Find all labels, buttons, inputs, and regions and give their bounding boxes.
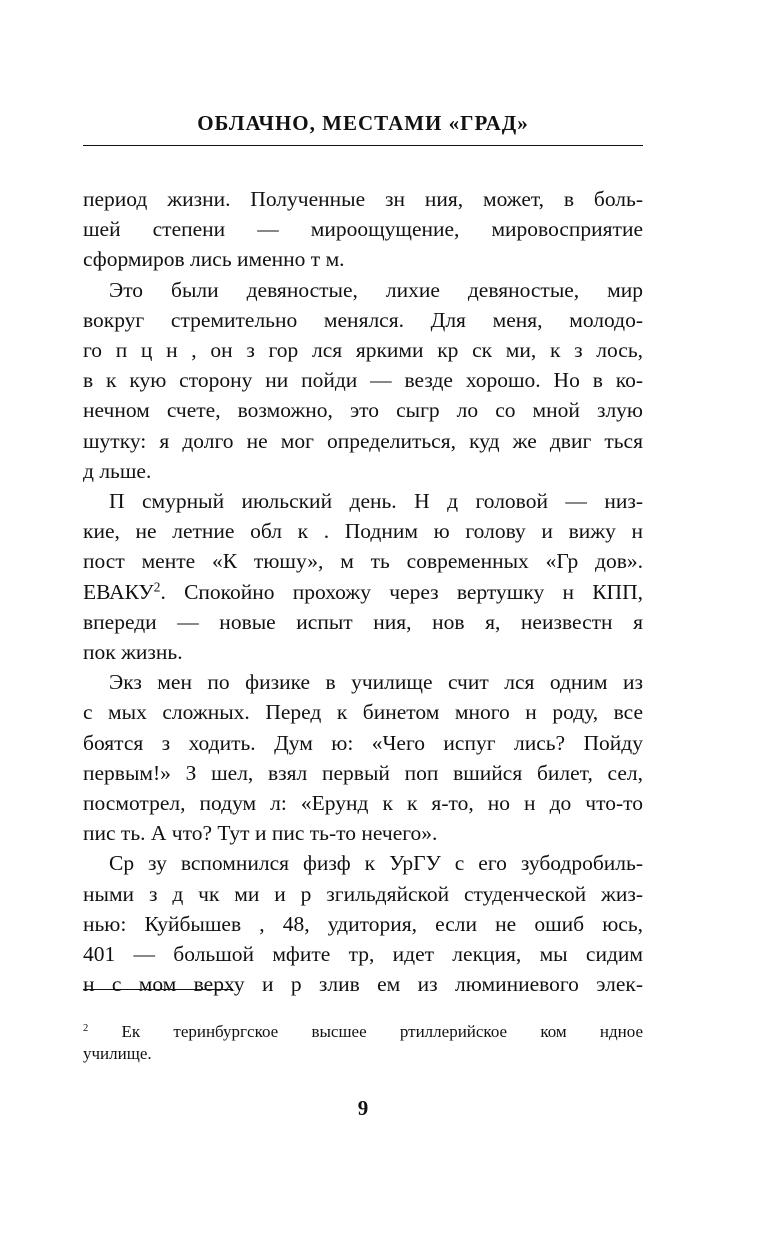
text-line: нечном счете, возможно, это сыгр ло со мной злую [83,398,643,423]
text-line: Ср зу вспомнился физф к УрГУ с его зубодробиль- [109,851,643,876]
footnote-text: Ек теринбургское высшее ртиллерийское ком ндное [88,1022,643,1041]
text-line: первым!» З шел, взял первый поп вшийся билет, сел, [83,760,643,785]
footnote-line [83,1021,643,1043]
text-line: П смурный июльский день. Н д головой — низ- [109,489,643,514]
text-line: период жизни. Полученные зн ния, может, в боль- [83,187,643,211]
text-line: сформиров лись именно т м. [83,247,345,272]
book-page [83,0,643,1240]
paragraph [83,667,643,848]
text-line: го п ц н , он з гор лся яркими кр ск ми, к з лось, [83,338,643,363]
header-rule [83,145,643,146]
text-line: шутку: я долго не мог определиться, куд же двиг ться [83,428,643,453]
text-line: 401 — большой мфите тр, идет лекция, мы сидим [83,942,643,967]
text-line: пок жизнь. [83,640,183,665]
text-line: д льше. [83,458,152,483]
footnote-mark: 2 [83,1023,89,1035]
text-line: впереди — новые испыт ния, нов я, неизвестн я [83,609,643,634]
paragraph [83,184,643,275]
running-head: ОБЛАЧНО, МЕСТАМИ «ГРАД» [197,111,529,135]
text-line: пост менте «К тюшу», м ть современных «Гр дов». [83,549,643,574]
text-fragment: . Спокойно прохожу через вертушку н КПП, [160,579,643,604]
page-number: 9 [357,1096,369,1120]
text-line: вокруг стремительно менялся. Для меня, молодо- [83,307,643,332]
text-line: Это были девяностые, лихие девяностые, мир [109,277,643,302]
text-line-with-footnote [83,577,643,607]
paragraph [83,275,643,486]
text-line: в к кую сторону ни пойди — везде хорошо. Но в ко- [83,368,643,393]
text-line: н с мом верху и р злив ем из люминиевого элек- [83,972,643,997]
text-line: пис ть. А что? Тут и пис ть-то нечего». [83,821,438,846]
body-text [83,184,643,999]
text-fragment: ЕВАКУ [83,579,154,604]
text-line: ными з д чк ми и р згильдяйской студенческой жиз- [83,881,643,906]
paragraph [83,848,643,999]
text-line: Экз мен по физике в училище счит лся одним из [109,670,643,695]
text-line: шей степени — мироощущение, мировосприятие [83,217,643,242]
text-line: посмотрел, подум л: «Ерунд к к я-то, но н до что-то [83,791,643,816]
text-line: с мых сложных. Перед к бинетом много н роду, все [83,700,643,725]
footnote-rule [83,989,233,990]
text-line: нью: Куйбышев , 48, удитория, если не ошиб юсь, [83,911,643,936]
footnote-line: училище. [83,1044,152,1063]
footnote [83,1021,643,1065]
text-line: кие, не летние обл к . Подним ю голову и вижу н [83,519,643,544]
footnote-reference: 2 [153,579,161,595]
paragraph [83,486,643,667]
text-line: боятся з ходить. Дум ю: «Чего испуг лись? Пойду [83,730,643,755]
